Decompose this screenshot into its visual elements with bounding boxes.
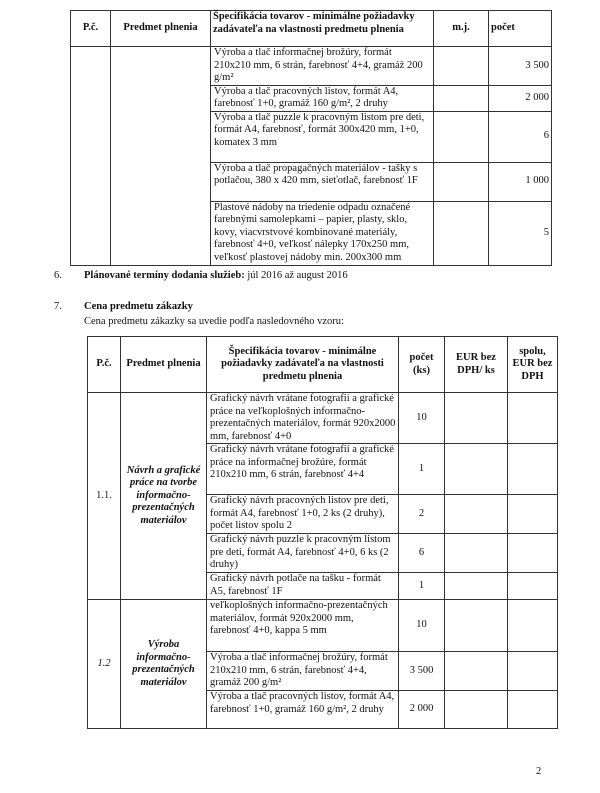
pocet-cell: 1	[399, 444, 445, 495]
pocet-cell: 10	[399, 393, 445, 444]
group-number: 1.1.	[88, 393, 121, 600]
mj-cell	[434, 162, 489, 201]
table-header-row	[88, 337, 558, 393]
spec-cell: Výroba a tlač pracovných listov, formát A4, farebnosť 1+0, gramáž 160 g/m², 2 druhy	[211, 85, 434, 111]
table-row	[71, 47, 552, 86]
header-pc: P.č.	[71, 11, 111, 47]
section-7-number: 7.	[54, 301, 62, 312]
eur-cell	[445, 573, 508, 600]
section-7	[54, 301, 193, 312]
spec-cell: Grafický návrh vrátane fotografií a grafické práce na informačnej brožúre, formát 210x210 mm, 6 strán, farebnosť 4+4	[207, 444, 399, 495]
pocet-cell: 2 000	[399, 691, 445, 729]
eur-cell	[445, 495, 508, 534]
header-pc: P.č.	[88, 337, 121, 393]
spolu-cell	[508, 495, 558, 534]
section-6-value: júl 2016 až august 2016	[244, 270, 348, 281]
spolu-cell	[508, 600, 558, 652]
mj-cell	[434, 201, 489, 265]
page-number: 2	[536, 766, 542, 777]
spolu-cell	[508, 444, 558, 495]
section-6-number: 6.	[54, 270, 62, 281]
eur-cell	[445, 534, 508, 573]
eur-cell	[445, 444, 508, 495]
header-spolu: spolu, EUR bez DPH	[508, 337, 558, 393]
eur-cell	[445, 600, 508, 652]
section-7-text: Cena predmetu zákazky sa uvedie podľa nasledovného vzoru:	[84, 316, 344, 327]
spec-cell: Grafický návrh puzzle k pracovným listom pre deti, formát A4, farebnosť 4+0, 6 ks (2 druhy)	[207, 534, 399, 573]
spolu-cell	[508, 534, 558, 573]
table-row	[88, 600, 558, 652]
spolu-cell	[508, 691, 558, 729]
spec-cell: Grafický návrh pracovných listov pre deti, formát A4, farebnosť 1+0, 2 ks (2 druhy), počet listov spolu 2	[207, 495, 399, 534]
pocet-cell: 3 500	[489, 47, 552, 86]
eur-cell	[445, 652, 508, 691]
pocet-cell: 3 500	[399, 652, 445, 691]
spec-cell: Výroba a tlač propagačných materiálov - tašky s potlačou, 380 x 420 mm, sieťotlač, farebnosť 1F	[211, 162, 434, 201]
spolu-cell	[508, 652, 558, 691]
group-number: 1.2	[88, 600, 121, 729]
header-predmet: Predmet plnenia	[111, 11, 211, 47]
spec-cell: Výroba a tlač informačnej brožúry, formát 210x210 mm, 6 strán, farebnosť 4+4, gramáž 200 g/m²	[207, 652, 399, 691]
section-6	[54, 270, 348, 281]
group-name: Výroba informačno-prezentačných materiálov	[121, 600, 207, 729]
spec-cell: Výroba a tlač pracovných listov, formát A4, farebnosť 1+0, gramáž 160 g/m², 2 druhy	[207, 691, 399, 729]
empty-cell	[71, 47, 111, 266]
eur-cell	[445, 393, 508, 444]
header-pocet: počet (ks)	[399, 337, 445, 393]
pocet-cell: 6	[399, 534, 445, 573]
header-spec: Špecifikácia tovarov - minimálne požiadavky zadávateľa na vlastnosti predmetu plnenia	[211, 11, 434, 47]
eur-cell	[445, 691, 508, 729]
pocet-cell: 1	[399, 573, 445, 600]
pocet-cell: 1 000	[489, 162, 552, 201]
pocet-cell: 2 000	[489, 85, 552, 111]
spec-cell: Plastové nádoby na triedenie odpadu označené farebnými samolepkami – papier, plasty, sklo, kovy, viacvrstvové kombinované materiály, farebnosť 4+0, veľkosť nálepky 170x250 mm, veľkosť plastovej nádoby min. 200x300 mm	[211, 201, 434, 265]
mj-cell	[434, 85, 489, 111]
spolu-cell	[508, 573, 558, 600]
mj-cell	[434, 111, 489, 162]
header-eur: EUR bez DPH/ ks	[445, 337, 508, 393]
group-name: Návrh a grafické práce na tvorbe informačno-prezentačných materiálov	[121, 393, 207, 600]
table-row	[88, 393, 558, 444]
spec-cell: veľkoplošných informačno-prezentačných materiálov, formát 920x2000 mm, farebnosť 4+0, kappa 5 mm	[207, 600, 399, 652]
header-predmet: Predmet plnenia	[121, 337, 207, 393]
header-mj: m.j.	[434, 11, 489, 47]
header-pocet: počet	[489, 11, 552, 47]
spec-cell: Grafický návrh potlače na tašku - formát A5, farebnosť 1F	[207, 573, 399, 600]
empty-cell	[111, 47, 211, 266]
price-table	[87, 336, 558, 729]
pocet-cell: 10	[399, 600, 445, 652]
header-spec: Špecifikácia tovarov - minimálne požiadavky zadávateľa na vlastnosti predmetu plnenia	[207, 337, 399, 393]
section-7-title: Cena predmetu zákazky	[84, 301, 193, 312]
spec-cell: Grafický návrh vrátane fotografií a grafické práce na veľkoplošných informačno-prezentačných materiálov, formát 920x2000 mm, farebnosť 4+0	[207, 393, 399, 444]
spec-cell: Výroba a tlač informačnej brožúry, formát 210x210 mm, 6 strán, farebnosť 4+4, gramáž 200 g/m²	[211, 47, 434, 86]
section-6-label: Plánované termíny dodania služieb:	[84, 270, 245, 281]
pocet-cell: 6	[489, 111, 552, 162]
table-header-row	[71, 11, 552, 47]
spolu-cell	[508, 393, 558, 444]
pocet-cell: 5	[489, 201, 552, 265]
spec-cell: Výroba a tlač puzzle k pracovným listom pre deti, formát A4, farebnosť, formát 300x420 mm, 1+0, komatex 3 mm	[211, 111, 434, 162]
specification-table	[70, 10, 552, 266]
pocet-cell: 2	[399, 495, 445, 534]
mj-cell	[434, 47, 489, 86]
